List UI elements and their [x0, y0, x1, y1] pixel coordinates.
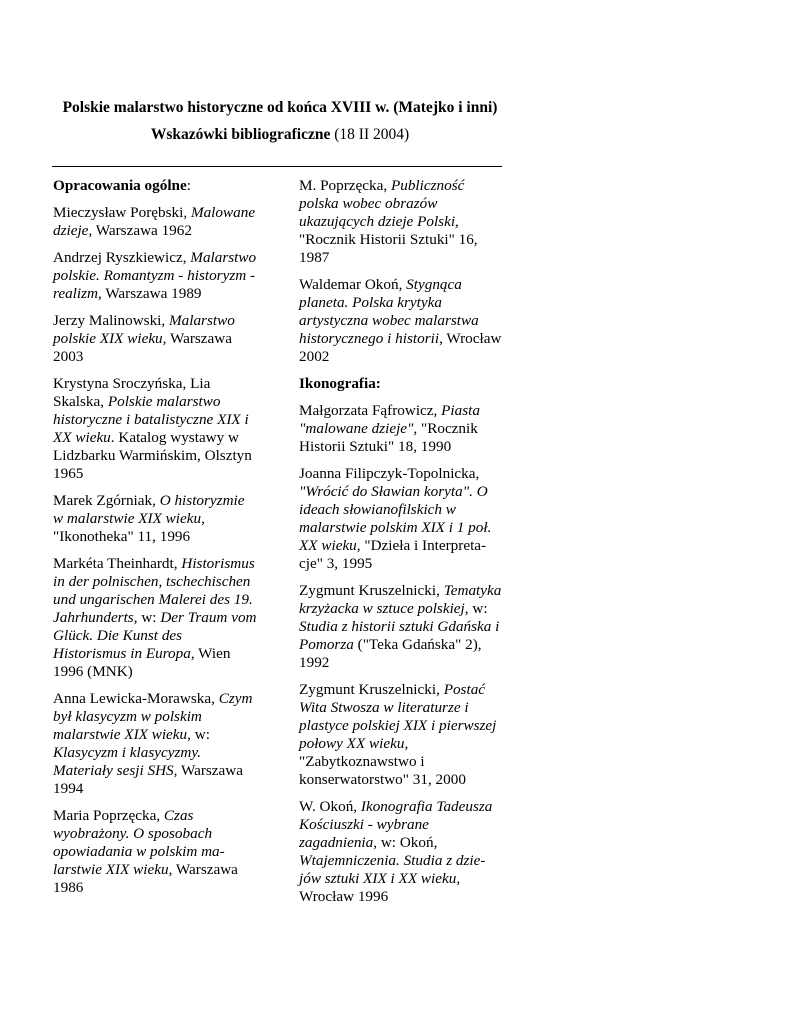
entry-title: Historismus in der polnischen, tschechischen und ungarischen Malerei des 19. Jahrhunderts — [53, 555, 255, 626]
entry-text: Joanna Filipczyk-Topolnicka, — [299, 465, 480, 482]
entry-text: , w: — [464, 600, 488, 617]
entry-title: Wtajemniczenia. Studia z dzie-jów sztuki XIX i XX wieku — [299, 852, 486, 887]
bibliography-entry — [299, 177, 504, 267]
entry-text: , Warszawa 2003 — [53, 330, 232, 365]
entry-text: , "Zabytkoznawstwo i konserwatorstwo" 31, 2000 — [299, 735, 466, 788]
entry-text: Małgorzata Fąfrowicz, — [299, 402, 442, 419]
section-heading-iconography — [299, 375, 504, 393]
entry-text: Mieczysław Porębski, — [53, 204, 191, 221]
entry-text: , Wien 1996 (MNK) — [53, 645, 231, 680]
entry-text: , "Rocznik Historii Sztuki" 18, 1990 — [299, 420, 478, 455]
entry-title: Piasta "malowane dzieje" — [299, 402, 480, 437]
entry-text: , "Rocznik Historii Sztuki" 16, 1987 — [299, 213, 478, 266]
entry-text: , w: Okoń, — [373, 834, 438, 851]
header-divider — [52, 166, 502, 167]
entry-text: , w: — [133, 609, 161, 626]
section-heading-label: Opracowania ogólne — [53, 177, 187, 194]
entry-text: Zygmunt Kruszelnicki, — [299, 681, 444, 698]
entry-text: , "Dzieła i Interpreta-cje" 3, 1995 — [299, 537, 487, 572]
entry-title: "Wrócić do Sławian koryta". O ideach słowianofilskich w malarstwie polskim XIX i 1 poł. XX wieku — [299, 483, 492, 554]
section-heading-general — [53, 177, 258, 195]
bibliography-entry — [53, 555, 258, 681]
entry-text: , Warszawa 1962 — [88, 222, 192, 239]
right-column — [299, 177, 504, 915]
entry-title: Tematyka krzyżacka w sztuce polskiej — [299, 582, 502, 617]
entry-text: , Warszawa 1994 — [53, 762, 243, 797]
entry-text: Zygmunt Kruszelnicki, — [299, 582, 444, 599]
section-heading-label: Ikonografia: — [299, 375, 381, 392]
page-title: Polskie malarstwo historyczne od końca XVIII w. (Matejko i inni) — [62, 99, 498, 116]
entry-title: Stygnąca planeta. Polska krytyka artystyczna wobec malarstwa historycznego i historii — [299, 276, 479, 347]
bibliography-entry — [53, 690, 258, 798]
bibliography-entry — [299, 402, 504, 456]
entry-title: Polskie malarstwo historyczne i batalistyczne XIX i XX wieku — [53, 393, 249, 446]
entry-text: , w: — [187, 726, 210, 743]
entry-title: Malowane dzieje — [53, 204, 256, 239]
entry-text: M. Poprzęcka, — [299, 177, 391, 194]
bibliography-entry — [299, 681, 504, 789]
bibliography-entry — [53, 204, 258, 240]
entry-text: ("Teka Gdańska" 2), 1992 — [299, 636, 482, 671]
entry-text: Krystyna Sroczyńska, Lia Skalska, — [53, 375, 211, 410]
entry-text: . Katalog wystawy w Lidzbarku Warmińskim, Olsztyn 1965 — [53, 429, 252, 482]
entry-text: Anna Lewicka-Morawska, — [53, 690, 219, 707]
entry-text: , "Ikonotheka" 11, 1996 — [53, 510, 205, 545]
section-heading-colon: : — [186, 177, 191, 194]
entry-title: Studia z historii sztuki Gdańska i Pomorza — [299, 618, 500, 653]
bibliography-entry — [53, 807, 258, 897]
entry-title: Postać Wita Stwosza w literaturze i plastyce polskiej XIX i pierwszej połowy XX wieku — [299, 681, 497, 752]
entry-text: Maria Poprzęcka, — [53, 807, 164, 824]
bibliography-list-general — [53, 204, 258, 897]
page-subtitle — [0, 126, 560, 144]
bibliography-list-iconography — [299, 402, 504, 906]
entry-text: Marek Zgórniak, — [53, 492, 160, 509]
bibliography-entry — [299, 798, 504, 906]
entry-text: Andrzej Ryszkiewicz, — [53, 249, 191, 266]
entry-text: Jerzy Malinowski, — [53, 312, 169, 329]
entry-title: Der Traum vom Glück. Die Kunst des Historismus in Europa — [53, 609, 257, 662]
entry-title: Malarstwo polskie XIX wieku — [53, 312, 235, 347]
entry-text: W. Okoń, — [299, 798, 361, 815]
bibliography-list-general-continued — [299, 177, 504, 366]
entry-title: Publiczność polska wobec obrazów ukazujących dzieje Polski — [299, 177, 465, 230]
bibliography-entry — [53, 249, 258, 303]
entry-text: , Warszawa 1986 — [53, 861, 238, 896]
bibliography-entry — [299, 465, 504, 573]
entry-title: Czym był klasycyzm w polskim malarstwie XIX wieku — [53, 690, 253, 743]
entry-text: Markéta Theinhardt, — [53, 555, 182, 572]
subtitle-date: (18 II 2004) — [334, 126, 410, 143]
subtitle-text: Wskazówki bibliograficzne — [150, 126, 331, 143]
entry-text: , Wrocław 2002 — [299, 330, 502, 365]
entry-title: Czas wyobrażony. O sposobach opowiadania w polskim ma-larstwie XIX wieku — [53, 807, 225, 878]
bibliography-entry — [299, 276, 504, 366]
left-column — [53, 177, 258, 906]
bibliography-entry — [53, 375, 258, 483]
entry-title: Klasycyzm i klasycyzmy. Materiały sesji SHS — [53, 744, 202, 779]
entry-text: , Wrocław 1996 — [299, 870, 461, 905]
entry-text: Waldemar Okoń, — [299, 276, 407, 293]
entry-text: , Warszawa 1989 — [98, 285, 202, 302]
bibliography-entry — [299, 582, 504, 672]
bibliography-entry — [53, 492, 258, 546]
entry-title: Ikonografia Tadeusza Kościuszki - wybrane zagadnienia — [299, 798, 493, 851]
entry-title: Malarstwo polskie. Romantyzm - historyzm - realizm — [53, 249, 257, 302]
entry-title: O historyzmie w malarstwie XIX wieku — [53, 492, 245, 527]
bibliography-entry — [53, 312, 258, 366]
